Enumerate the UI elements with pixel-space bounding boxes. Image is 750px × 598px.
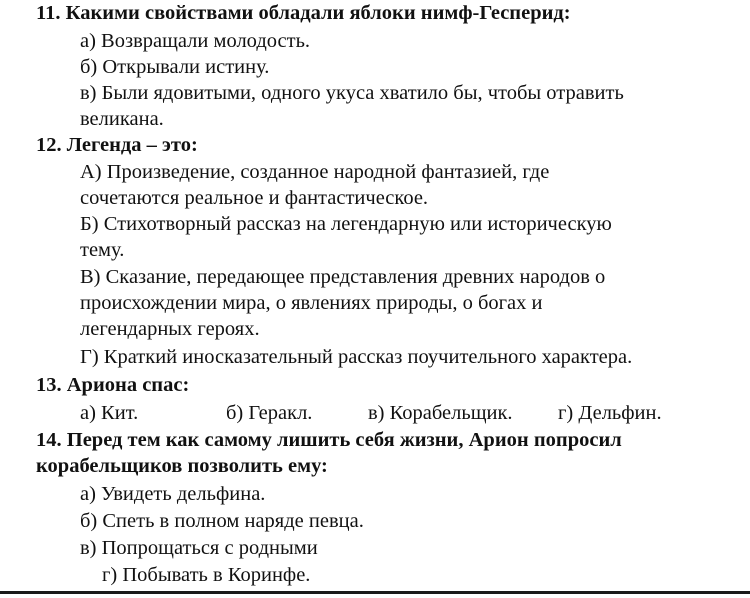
q13-option-b: б) Геракл. [226, 402, 313, 424]
question-13-text: Ариона спас: [66, 374, 190, 396]
q12-option-a-cont: сочетаются реальное и фантастическое. [80, 187, 429, 209]
q14-option-b: б) Спеть в полном наряде певца. [80, 510, 364, 532]
bottom-border-line [0, 591, 750, 594]
q12-option-a: А) Произведение, созданное народной фантазией, где [80, 161, 550, 183]
q12-option-b-cont: тему. [80, 239, 125, 261]
question-11-number: 11. [36, 2, 61, 24]
question-11-text: Какими свойствами обладали яблоки нимф-Гесперид: [65, 2, 571, 24]
q11-option-b: б) Открывали истину. [80, 56, 270, 78]
q13-option-a: а) Кит. [80, 402, 139, 424]
q12-option-v-cont2: легендарных героях. [80, 318, 260, 340]
q12-option-v-cont1: происхождении мира, о явлениях природы, о богах и [80, 292, 543, 314]
question-13-title [36, 372, 189, 398]
question-12-title [36, 132, 198, 158]
q14-option-a: а) Увидеть дельфина. [80, 483, 266, 505]
question-12-number: 12. [36, 134, 62, 156]
q14-option-g: г) Побывать в Коринфе. [102, 564, 311, 586]
question-14-title [36, 427, 622, 453]
question-13-number: 13. [36, 374, 62, 396]
q13-option-g: г) Дельфин. [558, 402, 662, 424]
q13-option-v: в) Корабельщик. [368, 402, 513, 424]
q12-option-g: Г) Краткий иносказательный рассказ поучительного характера. [80, 346, 633, 368]
question-14-text-line1: Перед тем как самому лишить себя жизни, Арион попросил [66, 429, 622, 451]
q14-option-v: в) Попрощаться с родными [80, 537, 318, 559]
q12-option-v: В) Сказание, передающее представления древних народов о [80, 266, 606, 288]
q11-option-v-cont: великана. [80, 108, 164, 130]
question-14-text-line2: корабельщиков позволить ему: [36, 455, 328, 477]
question-14-number: 14. [36, 429, 62, 451]
question-12-text: Легенда – это: [66, 134, 198, 156]
q12-option-b: Б) Стихотворный рассказ на легендарную или историческую [80, 213, 612, 235]
q11-option-a: а) Возвращали молодость. [80, 30, 311, 52]
q11-option-v: в) Были ядовитыми, одного укуса хватило бы, чтобы отравить [80, 82, 624, 104]
question-11-title [36, 0, 571, 26]
